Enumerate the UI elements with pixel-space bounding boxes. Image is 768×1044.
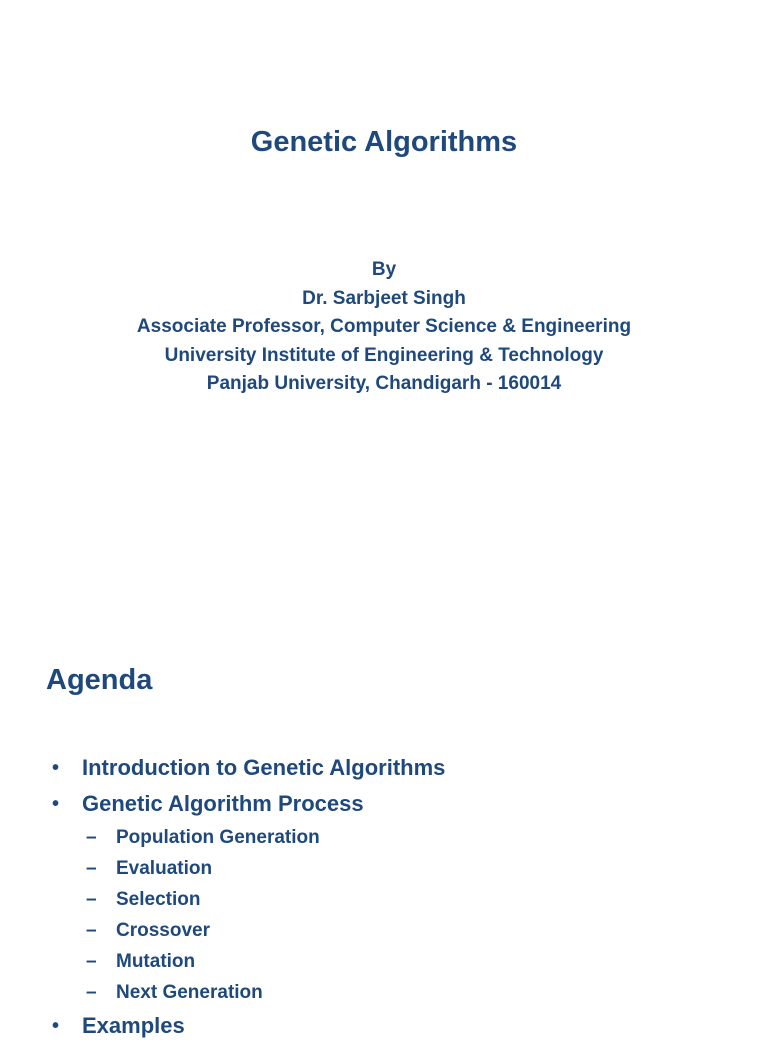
agenda-slide [0, 586, 768, 1038]
agenda-subitem [0, 977, 768, 1008]
author-institute: University Institute of Engineering & Technology [164, 344, 604, 366]
agenda-item [0, 1008, 768, 1044]
agenda-item-label: Examples [82, 1013, 185, 1038]
sub-marker: – [86, 858, 97, 879]
author-position: Associate Professor, Computer Science & Engineering [136, 316, 632, 337]
bullet-marker: • [52, 793, 60, 815]
agenda-subitem-label: Crossover [116, 920, 210, 941]
agenda-item-label: Introduction to Genetic Algorithms [82, 755, 446, 780]
agenda-subitem [0, 822, 768, 853]
agenda-item [0, 786, 768, 822]
sub-marker: – [86, 827, 97, 848]
agenda-item-label: Genetic Algorithm Process [82, 791, 364, 816]
sub-marker: – [86, 982, 97, 1003]
bullet-marker: • [52, 1015, 60, 1037]
byline-by: By [371, 259, 397, 280]
agenda-subitem-label: Selection [116, 889, 201, 910]
author-university: Panjab University, Chandigarh - 160014 [206, 373, 562, 394]
agenda-item [0, 750, 768, 786]
agenda-title: Agenda [46, 664, 153, 696]
agenda-subitem-label: Next Generation [116, 982, 263, 1003]
author-name: Dr. Sarbjeet Singh [302, 287, 466, 309]
agenda-subitem-label: Mutation [116, 951, 196, 972]
slide-title: Genetic Algorithms [250, 126, 518, 158]
author-byline [0, 256, 768, 399]
sub-marker: – [86, 889, 97, 910]
sub-marker: – [86, 920, 97, 941]
agenda-subitem [0, 946, 768, 977]
agenda-subitem [0, 884, 768, 915]
agenda-subitem [0, 853, 768, 884]
agenda-subitem-label: Population Generation [116, 827, 320, 848]
agenda-list [0, 750, 768, 1044]
bullet-marker: • [52, 757, 60, 779]
sub-marker: – [86, 951, 97, 972]
agenda-subitem-label: Evaluation [116, 858, 213, 879]
agenda-subitem [0, 915, 768, 946]
